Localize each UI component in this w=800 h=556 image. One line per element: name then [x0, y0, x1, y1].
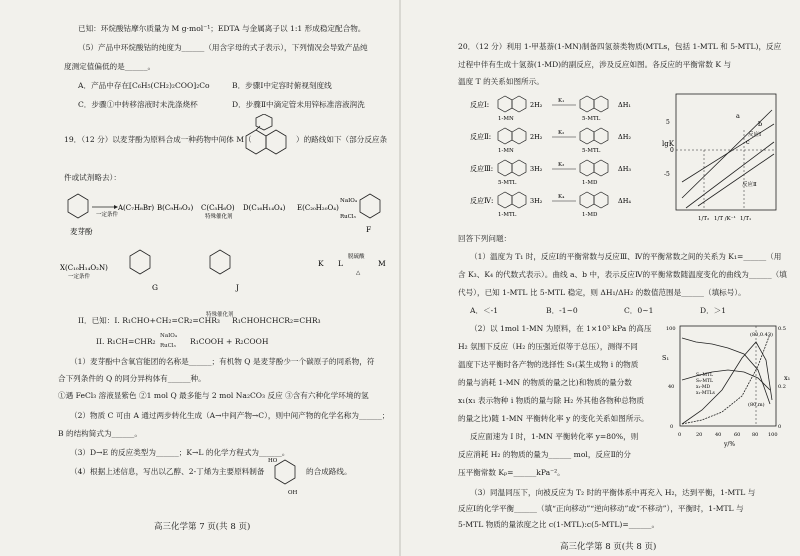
svg-text:反应Ⅳ:: 反应Ⅳ: [470, 197, 494, 205]
legend-item: x₁-MTLs [696, 391, 715, 396]
legend-item: x₁-MD [696, 385, 711, 390]
compound-b: B(C₉H₉O₃) [157, 204, 194, 212]
svg-text:5-MTL: 5-MTL [582, 148, 601, 154]
condition-label: 一定条件 [68, 274, 91, 280]
y-right-tick: 0.2 [778, 384, 786, 390]
y-axis-label: lgK [662, 140, 674, 148]
svg-text:3H₂: 3H₂ [530, 165, 543, 173]
option-b: B．-1~0 [546, 306, 578, 315]
curve-reaction-2 [698, 154, 774, 206]
lgk-vs-temperature-graph [662, 90, 780, 226]
maltol-label: 麦芽酚 [70, 227, 93, 236]
x-axis-label: 1/T /K⁻¹ [714, 216, 736, 222]
y-right-label: x₁ [784, 374, 791, 382]
svg-text:K₁: K₁ [558, 98, 565, 104]
text-line: 的量之比)随 1-MN 平衡转化率 y 的变化关系如图所示。 [458, 414, 649, 423]
text-line: （2）物质 C 可由 A 通过两步转化生成（A→中间产物→C），则中间产物的化学名称为______； [70, 411, 390, 420]
curve-label: c [746, 138, 750, 146]
text-line: 温度 T 的关系如图所示。 [458, 77, 544, 86]
svg-text:2H₂: 2H₂ [530, 101, 543, 109]
text-line: （1）麦芽酚中含氧官能团的名称是______；有机物 Q 是麦芽酚少一个碳原子的同系物，符 [70, 357, 375, 366]
condition-label: 脱硫酸 [348, 254, 365, 260]
svg-text:反应Ⅱ:: 反应Ⅱ: [470, 133, 492, 141]
y-tick: -5 [664, 171, 670, 178]
text-line: 反应面速为 I 时，1-MN 平衡转化率 y=80%，则 [470, 432, 639, 441]
reagent-label: NaIO₄ [340, 198, 357, 204]
svg-text:1-MD: 1-MD [582, 180, 598, 186]
text-line: 反应Ⅰ的化学平衡______（填“正向移动”“逆向移动”或“不移动”），平衡时，1-MTL 与 [458, 504, 744, 513]
text-line: 合下列条件的 Q 的同分异构体有______种。 [58, 374, 206, 383]
text-line: 过程中伴有生成十氢萘(1-MD)的副反应，涉及反应如图。各反应的平衡常数 K 与 [458, 60, 732, 69]
x-tick: 100 [768, 432, 778, 438]
option-c: C．步骤①中转移溶液时未洗涤烧杯 [78, 100, 198, 109]
y-right-tick: 0 [778, 424, 782, 430]
y-left-tick: 40 [668, 384, 675, 390]
known-2-condition: RuCl₃ [160, 343, 176, 349]
known-1: II．已知：Ⅰ. R₁CHO+CH₂=CR₂=CHR₃ [78, 316, 220, 325]
text-line: B 的结构简式为______。 [58, 429, 142, 438]
text-line: 回答下列问题： [458, 234, 512, 243]
x-tick: 1/T₂ [698, 216, 710, 222]
x-tick: 40 [715, 432, 722, 438]
y-left-tick: 0 [670, 424, 674, 430]
reagent-label: RuCl₃ [340, 214, 356, 220]
text-line: （5）产品中环烷酸钴的纯度为______（用含字母的式子表示），下列情况会导致产品纯 [78, 43, 368, 52]
known-2: II. R₁CH=CHR₂ [96, 337, 156, 346]
structure-m-image [236, 114, 296, 158]
known-2-condition: NaIO₄ [160, 333, 177, 339]
compound-g: G [152, 283, 158, 292]
reaction-4 [470, 192, 631, 218]
text-line: （2）以 1mol 1-MN 为原料，在 1×10³ kPa 的高压 [470, 324, 652, 333]
svg-text:ΔH₃: ΔH₃ [618, 165, 631, 173]
curve-label: b [758, 120, 763, 128]
option-d: D．＞1 [700, 306, 727, 315]
x-tick: 80 [752, 432, 759, 438]
condition-label: 特殊催化剂 [205, 214, 233, 220]
curve-label: a [736, 112, 740, 120]
svg-text:5-MTL: 5-MTL [498, 180, 517, 186]
page-footer: 高三化学第 7 页(共 8 页) [154, 522, 251, 532]
compound-f-ring [360, 194, 380, 218]
target-structure-image [268, 454, 302, 496]
reaction-2 [470, 128, 631, 154]
graph-frame [680, 326, 776, 426]
text-line: （3）D→E 的反应类型为______；K→L 的化学方程式为______。 [70, 448, 290, 457]
compound-e: E(C₂₀H₂₀O₄) [297, 204, 339, 212]
compound-m: M [378, 259, 386, 268]
x-tick: 1/T₁ [740, 216, 752, 222]
svg-text:K₂: K₂ [558, 130, 565, 136]
text-line: ）的路线如下（部分反应条 [296, 135, 388, 144]
svg-text:5-MTL: 5-MTL [582, 116, 601, 122]
svg-text:3H₂: 3H₂ [530, 197, 543, 205]
x-tick: 20 [696, 432, 703, 438]
svg-text:反应Ⅲ:: 反应Ⅲ: [470, 165, 494, 173]
svg-text:1-MTL: 1-MTL [498, 212, 517, 218]
compound-x: X(C₁₀H₁₄O₂N) [60, 264, 108, 272]
compound-f: F [366, 225, 372, 234]
reaction-3 [470, 160, 631, 186]
reaction-scheme [470, 92, 650, 222]
y-left-tick: 100 [666, 326, 676, 332]
page-footer: 高三化学第 8 页(共 8 页) [560, 542, 657, 552]
question-20-title: 20．（12 分）利用 1-甲基萘(1-MN)制备四氢萘类物质(MTLs，包括 1-MTL 和 5-MTL)，反应 [458, 42, 782, 51]
svg-text:ΔH₂: ΔH₂ [618, 133, 631, 141]
option-c: C．0~1 [624, 306, 654, 315]
option-a: A．产品中存在[C₆H₅(CH₂)₂COO]₂Co [78, 81, 210, 90]
text-line: 温度下达平衡时各产物的选择性 S₁(某生成物 i 的物质 [458, 360, 639, 369]
synthesis-scheme-row2 [60, 244, 390, 308]
legend-item: S₁-MTL [696, 373, 714, 378]
known-2-product: R₁COOH + R₂COOH [190, 337, 269, 346]
selectivity-vs-conversion-graph [662, 320, 792, 448]
option-a: A．＜-1 [470, 306, 499, 315]
y-right-tick: 0.5 [778, 326, 786, 332]
compound-g-ring [130, 250, 150, 274]
text-line: 的合成路线。 [306, 467, 352, 476]
svg-text:2H₂: 2H₂ [530, 133, 543, 141]
curve-label: 反应Ⅰ [748, 132, 762, 138]
text-line: （4）根据上述信息，写出以乙醇、2-丁烯为主要原料制备 [70, 467, 265, 476]
maltol-ring [68, 194, 88, 218]
annotation: (80,m) [748, 402, 765, 408]
text-line: 反应消耗 H₂ 的物质的量为______ mol，反应Ⅱ的分 [458, 450, 631, 459]
known-1-product: R₁CHOHCHCR₂=CHR₃ [232, 316, 321, 325]
text-line: （3）同温同压下，向被反应为 T₂ 时的平衡体系中再充入 H₂，达到平衡，1-MTL 与 [470, 488, 756, 497]
compound-c: C(C₅H₆O) [201, 204, 235, 212]
legend-item: S₅-MTL [696, 379, 714, 384]
text-line: 已知：环烷酸钴摩尔质量为 M g·mol⁻¹；EDTA 与金属离子以 1:1 形成稳定配合物。 [78, 24, 366, 33]
x-tick: 60 [734, 432, 741, 438]
known-1-condition: 特殊催化剂 [206, 312, 234, 318]
svg-text:反应Ⅰ:: 反应Ⅰ: [470, 101, 490, 109]
condition-label: 一定条件 [96, 212, 119, 218]
text-line: 5-MTL 物质的量浓度之比 c(1-MTL):c(5-MTL)=______。 [458, 520, 660, 529]
x-tick: 0 [678, 432, 682, 438]
svg-text:OH: OH [288, 490, 298, 496]
condition-label: △ [356, 270, 361, 276]
compound-a: A(C₇H₈Br) [118, 204, 155, 212]
option-d: D．步骤Ⅱ中滴定管未用锌标准溶液润洗 [232, 100, 365, 109]
right-page [400, 0, 800, 556]
compound-j: J [236, 283, 240, 292]
text-line: 含 K₃、K₄ 的代数式表示）。曲线 a、b 中，表示反应Ⅳ的平衡常数随温度变化的曲线为______（填 [458, 270, 787, 279]
text-line: （1）温度为 T₁ 时，反应Ⅰ的平衡常数与反应Ⅲ、Ⅳ的平衡常数之间的关系为 K₁=______（用 [470, 252, 782, 261]
compound-d: D(C₁₆H₁₄O₄) [243, 204, 286, 212]
compound-l: L [338, 259, 343, 268]
svg-text:ΔH₄: ΔH₄ [618, 197, 631, 205]
text-line: 度测定值偏低的是______。 [64, 62, 156, 71]
y-tick: 5 [666, 119, 670, 126]
text-line: ①遇 FeCl₃ 溶液显紫色 ②1 mol Q 最多能与 2 mol Na₂CO₃ 反应 ③含有六种化学环境的氢 [58, 391, 369, 400]
reaction-list [470, 92, 650, 222]
option-b: B．步骤Ⅰ中定容时俯视刻度线 [232, 81, 332, 90]
synthesis-scheme-row1 [60, 190, 390, 250]
question-19-title: 19．（12 分）以麦芽酚为原料合成一种药物中间体 M（ [64, 135, 252, 144]
y-tick: 0 [670, 147, 674, 154]
svg-text:ΔH₁: ΔH₁ [618, 101, 631, 109]
text-line: 的量与消耗 1-MN 的物质的量之比)和物质的量分数 [458, 378, 632, 387]
y-left-label: S₁ [662, 354, 670, 362]
svg-text:1-MN: 1-MN [498, 148, 514, 154]
svg-text:K₃: K₃ [558, 162, 565, 168]
compound-k: K [318, 259, 324, 268]
svg-text:K₄: K₄ [558, 194, 565, 200]
annotation: (80,0.43) [750, 332, 773, 338]
svg-text:1-MN: 1-MN [498, 116, 514, 122]
text-line: 压平衡常数 Kₚ=______kPa⁻²。 [458, 468, 565, 477]
compound-j-ring [210, 250, 230, 274]
text-line: x₁(x₁ 表示物种 i 物质的量与除 H₂ 外其他各物种总物质 [458, 396, 645, 405]
svg-text:1-MD: 1-MD [582, 212, 598, 218]
text-line: 代号），已知 1-MTL 比 5-MTL 稳定，则 ΔH₁/ΔH₂ 的数值范围是______（填标号）。 [458, 288, 746, 297]
reaction-1 [470, 96, 631, 122]
x-axis-label: y/% [724, 441, 736, 448]
text-line: 件或试剂略去）： [64, 173, 121, 182]
text-line: H₂ 氛围下反应（H₂ 的压强近似等于总压），测得不同 [458, 342, 638, 351]
curve-label: 反应Ⅱ [742, 182, 757, 188]
svg-text:HO: HO [268, 458, 278, 464]
